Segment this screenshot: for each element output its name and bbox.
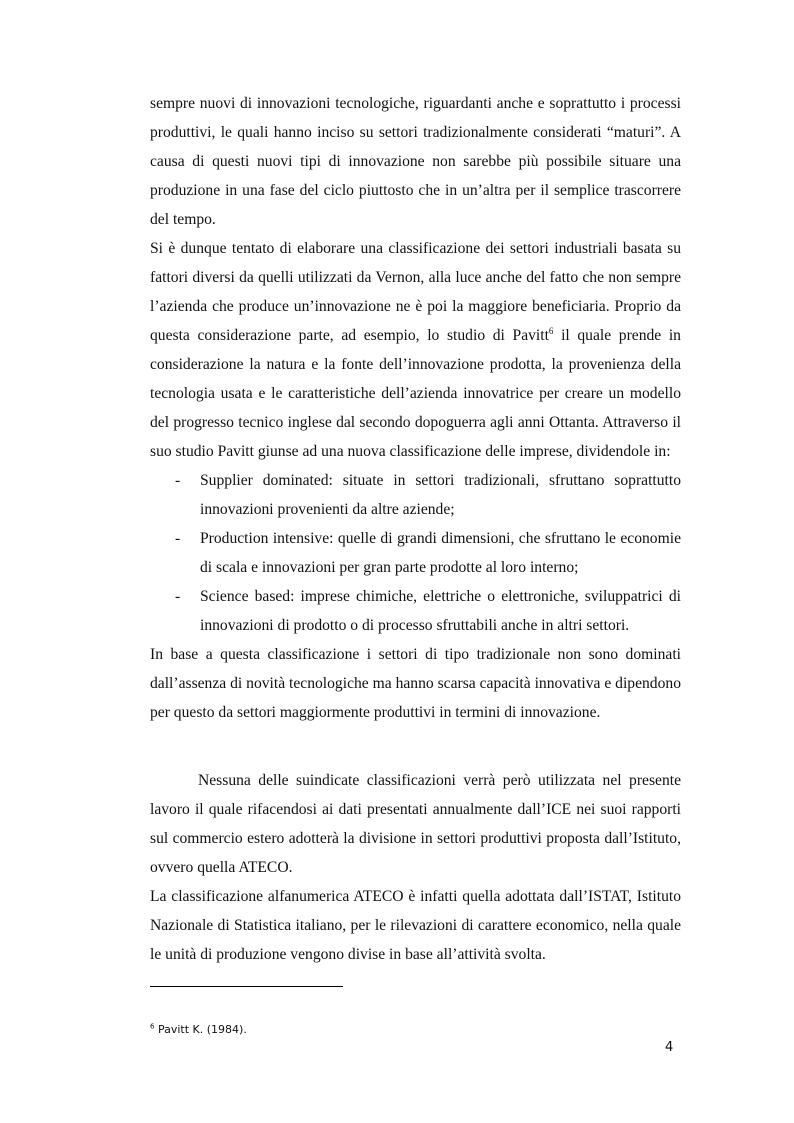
list-item-text: Science based: imprese chimiche, elettriche o elettroniche, sviluppatrici di innovazioni di prodotto o di processo sfruttabili anche in altri settori.	[200, 588, 681, 634]
footnote	[150, 1023, 247, 1036]
list-dash: -	[175, 530, 181, 547]
page-number: 4	[665, 1040, 674, 1055]
footnote-divider	[150, 986, 343, 987]
paragraph-1: sempre nuovi di innovazioni tecnologiche, riguardanti anche e soprattutto i processi produttivi, le quali hanno inciso su settori tradizionalmente considerati “maturi”. A causa di questi nuovi tipi di innovazione non sarebbe più possibile situare una produzione in una fase del ciclo piuttosto che in un’altra per il semplice trascorrere del tempo.	[150, 95, 681, 228]
list-item	[150, 582, 681, 640]
paragraph-2-text-a: Si è dunque tentato di elaborare una classificazione dei settori industriali basata su fattori diversi da quelli utilizzati da Vernon, alla luce anche del fatto che non sempre l’azienda che produce un’innovazione ne è poi la maggiore beneficiaria. Proprio da questa considerazione parte, ad esempio, lo studio di Pavitt	[150, 240, 681, 344]
footnote-text: Pavitt K. (1984).	[154, 1023, 247, 1036]
main-text-upper	[150, 89, 681, 727]
list-item	[150, 524, 681, 582]
footnote-number: 6	[150, 1022, 155, 1031]
pavitt-classification-list	[150, 466, 681, 640]
paragraph-2	[150, 234, 681, 466]
paragraph-3: In base a questa classificazione i settori di tipo tradizionale non sono dominati dall’assenza di novità tecnologiche ma hanno scarsa capacità innovativa e dipendono per questo da settori maggiormente produttivi in termini di innovazione.	[150, 646, 681, 721]
list-item-text: Production intensive: quelle di grandi dimensioni, che sfruttano le economie di scala e innovazioni per gran parte prodotte al loro interno;	[200, 530, 681, 576]
main-text-lower	[150, 766, 681, 969]
list-dash: -	[175, 472, 181, 489]
list-item-text: Supplier dominated: situate in settori tradizionali, sfruttano soprattutto innovazioni provenienti da altre aziende;	[200, 472, 681, 518]
footnote-reference[interactable]: 6	[548, 325, 554, 336]
paragraph-2-text-b: il quale prende in considerazione la natura e la fonte dell’innovazione prodotta, la provenienza della tecnologia usata e le caratteristiche dell’azienda innovatrice per creare un modello del progresso tecnico inglese dal secondo dopoguerra agli anni Ottanta. Attraverso il suo studio Pavitt giunse ad una nuova classificazione delle imprese, dividendole in:	[150, 327, 681, 460]
list-item	[150, 466, 681, 524]
paragraph-4: Nessuna delle suindicate classificazioni verrà però utilizzata nel presente lavoro il quale rifacendosi ai dati presentati annualmente dall’ICE nei suoi rapporti sul commercio estero adotterà la divisione in settori produttivi proposta dall’Istituto, ovvero quella ATECO.	[150, 772, 681, 876]
paragraph-5: La classificazione alfanumerica ATECO è infatti quella adottata dall’ISTAT, Istituto Nazionale di Statistica italiano, per le rilevazioni di carattere economico, nella quale le unità di produzione vengono divise in base all’attività svolta.	[150, 888, 681, 963]
list-dash: -	[175, 588, 181, 605]
